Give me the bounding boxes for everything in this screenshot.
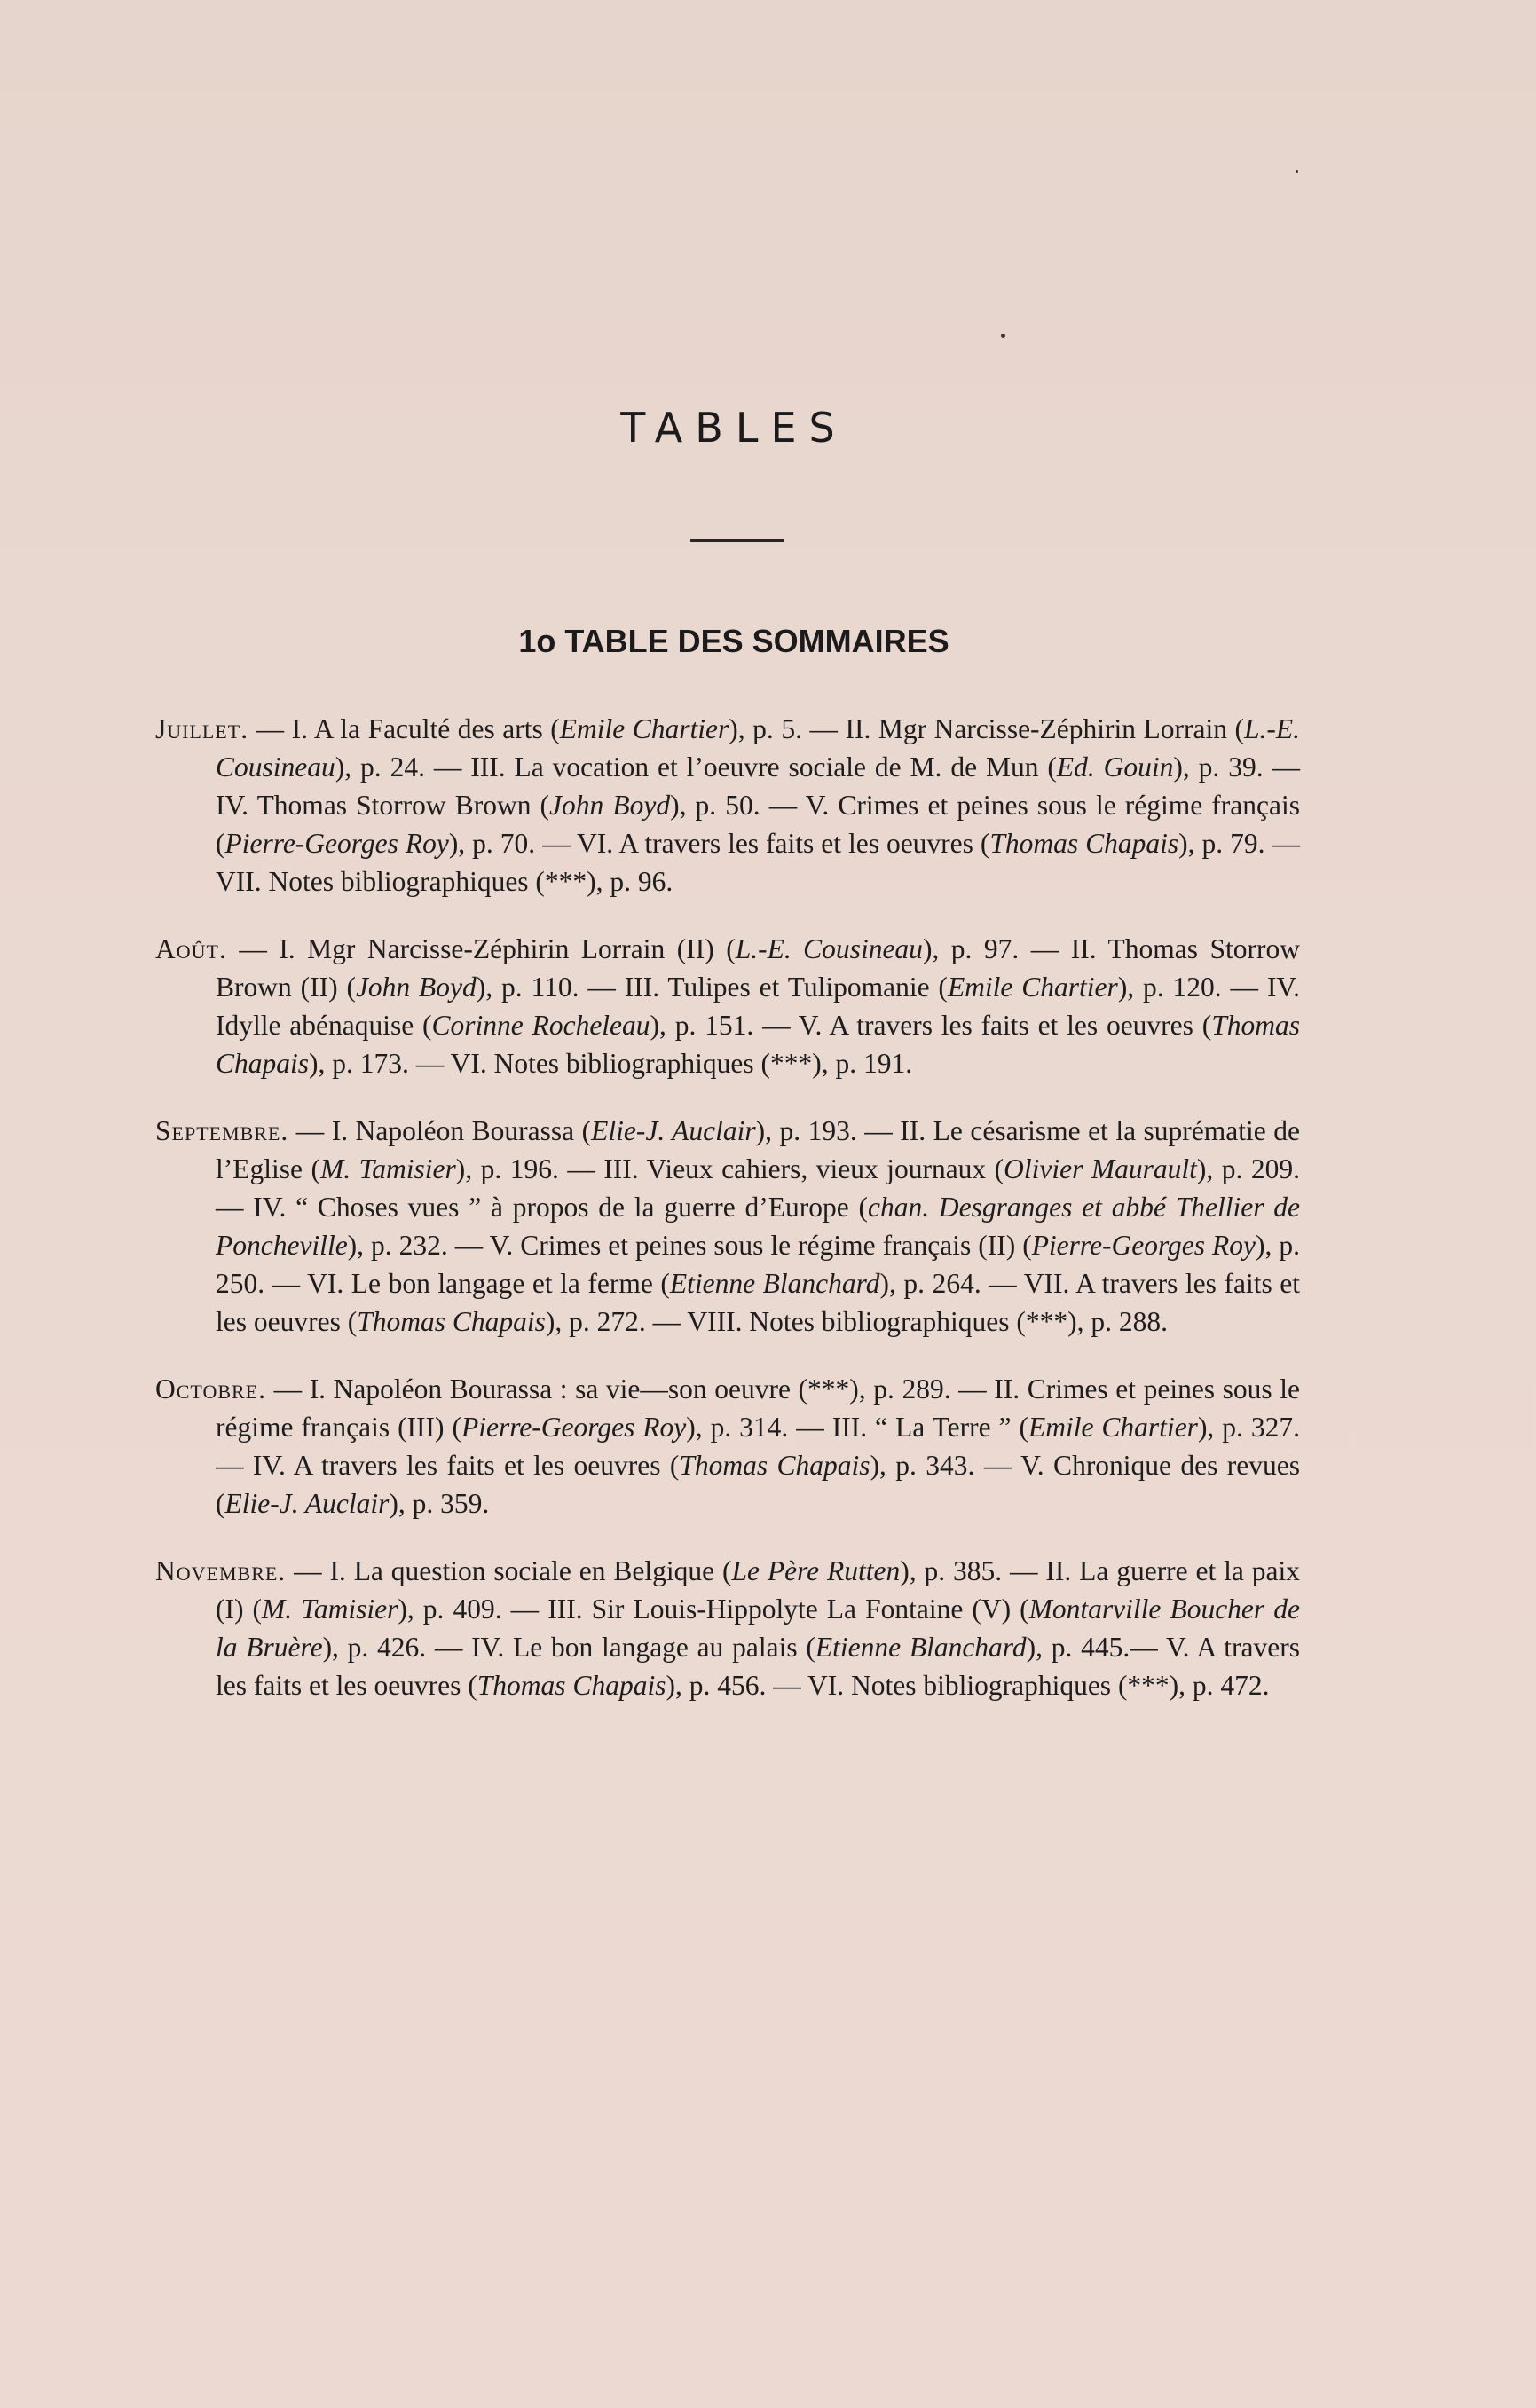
author-name: chan. Desgranges et abbé Thellier de Poncheville xyxy=(216,1192,1300,1261)
entry-text: ), p. 110. — III. Tulipes et Tulipomanie ( xyxy=(476,972,948,1003)
author-name: Etienne Blanchard xyxy=(815,1632,1027,1663)
entry-text: ), p. 327. — IV. A travers les faits et les oeuvres ( xyxy=(216,1412,1300,1481)
entry-text: ), p. 445.— V. A travers les faits et les oeuvres ( xyxy=(216,1632,1300,1701)
page-speck xyxy=(1296,170,1298,173)
author-name: Ed. Gouin xyxy=(1056,752,1174,783)
author-name: L.-E. Cousineau xyxy=(216,713,1300,783)
month-entry xyxy=(155,1370,1300,1523)
author-name: Montarville Boucher de la Bruère xyxy=(216,1594,1300,1663)
month-label: Août. xyxy=(155,933,227,964)
author-name: Etienne Blanchard xyxy=(669,1268,880,1299)
entry-text: ), p. 314. — III. “ La Terre ” ( xyxy=(686,1412,1028,1443)
entry-text: ), p. 456. — VI. Notes bibliographiques (***), p. 472. xyxy=(666,1670,1270,1701)
author-name: M. Tamisier xyxy=(262,1594,398,1625)
entry-text: ), p. 232. — V. Crimes et peines sous le régime français (II) ( xyxy=(347,1230,1032,1261)
entry-text: — I. Napoléon Bourassa ( xyxy=(288,1115,592,1146)
month-entry xyxy=(155,710,1300,901)
author-name: Emile Chartier xyxy=(1028,1412,1198,1443)
author-name: Pierre-Georges Roy xyxy=(461,1412,687,1443)
author-name: Elie-J. Auclair xyxy=(224,1488,390,1519)
entry-text: — I. Mgr Narcisse-Zéphirin Lorrain (II) ( xyxy=(226,933,736,964)
entry-text: ), p. 209. — IV. “ Choses vues ” à propos de la guerre d’Europe ( xyxy=(216,1153,1301,1223)
entry-text: ), p. 70. — VI. A travers les faits et les oeuvres ( xyxy=(448,828,990,859)
entry-text: ), p. 173. — VI. Notes bibliographiques (***), p. 191. xyxy=(309,1048,913,1079)
entry-text: ), p. 426. — IV. Le bon langage au palais ( xyxy=(322,1632,815,1663)
author-name: Thomas Chapais xyxy=(477,1670,666,1701)
author-name: M. Tamisier xyxy=(319,1153,456,1184)
author-name: Emile Chartier xyxy=(559,713,729,744)
author-name: Emile Chartier xyxy=(947,972,1118,1003)
entry-text: ), p. 120. — IV. Idylle abénaquise ( xyxy=(216,972,1300,1041)
entry-text: ), p. 359. xyxy=(389,1488,490,1519)
author-name: Corinne Rocheleau xyxy=(431,1010,650,1041)
entry-text: ), p. 97. — II. Thomas Storrow Brown (II) ( xyxy=(216,933,1300,1003)
entry-text: — I. A la Faculté des arts ( xyxy=(248,713,560,744)
entry-text: — I. Napoléon Bourassa : sa vie—son oeuvre (***), p. 289. — II. Crimes et peines sous le régime français (III) ( xyxy=(216,1373,1300,1443)
page-heading: TABLES xyxy=(620,404,847,452)
entry-text: ), p. 272. — VIII. Notes bibliographiques (***), p. 288. xyxy=(545,1306,1168,1337)
entry-text: ), p. 196. — III. Vieux cahiers, vieux journaux ( xyxy=(455,1153,1004,1184)
entry-text: ), p. 39. — IV. Thomas Storrow Brown ( xyxy=(216,752,1300,821)
author-name: John Boyd xyxy=(549,790,671,821)
entry-text: ), p. 24. — III. La vocation et l’oeuvre sociale de M. de Mun ( xyxy=(335,752,1057,783)
author-name: Thomas Chapais xyxy=(357,1306,546,1337)
entry-text: ), p. 385. — II. La guerre et la paix (I) ( xyxy=(216,1555,1300,1625)
month-label: Novembre. xyxy=(155,1555,287,1586)
entry-text: ), p. 409. — III. Sir Louis-Hippolyte La Fontaine (V) ( xyxy=(398,1594,1029,1625)
entry-text: ), p. 193. — II. Le césarisme et la suprématie de l’Eglise ( xyxy=(216,1115,1300,1184)
entry-text: ), p. 79. — VII. Notes bibliographiques (***), p. 96. xyxy=(216,828,1300,897)
entry-text: ), p. 343. — V. Chronique des revues ( xyxy=(216,1450,1301,1519)
author-name: Pierre-Georges Roy xyxy=(224,828,449,859)
month-label: Septembre. xyxy=(155,1115,289,1146)
month-entry xyxy=(155,930,1300,1082)
entry-text: ), p. 151. — V. A travers les faits et les oeuvres ( xyxy=(650,1010,1212,1041)
month-entry xyxy=(155,1112,1300,1341)
summary-entries xyxy=(155,710,1300,1734)
author-name: Olivier Maurault xyxy=(1004,1153,1197,1184)
author-name: L.-E. Cousineau xyxy=(735,933,923,964)
author-name: Elie-J. Auclair xyxy=(591,1115,756,1146)
author-name: Thomas Chapais xyxy=(989,828,1179,859)
entry-text: ), p. 5. — II. Mgr Narcisse-Zéphirin Lorrain ( xyxy=(729,713,1244,744)
heading-rule xyxy=(690,539,784,542)
month-label: Juillet. xyxy=(155,713,249,744)
entry-text: ), p. 50. — V. Crimes et peines sous le régime français ( xyxy=(216,790,1300,859)
entry-text: ), p. 264. — VII. A travers les faits et les oeuvres ( xyxy=(216,1268,1300,1337)
author-name: John Boyd xyxy=(355,972,477,1003)
month-label: Octobre. xyxy=(155,1373,267,1405)
author-name: Le Père Rutten xyxy=(731,1555,901,1586)
month-entry xyxy=(155,1552,1300,1704)
page-speck xyxy=(1001,334,1005,338)
section-title: 1o TABLE DES SOMMAIRES xyxy=(518,623,949,659)
author-name: Thomas Chapais xyxy=(679,1450,870,1481)
author-name: Pierre-Georges Roy xyxy=(1031,1230,1256,1261)
author-name: Thomas Chapais xyxy=(216,1010,1300,1079)
entry-text: ), p. 250. — VI. Le bon langage et la ferme ( xyxy=(216,1230,1300,1299)
entry-text: — I. La question sociale en Belgique ( xyxy=(286,1555,732,1586)
